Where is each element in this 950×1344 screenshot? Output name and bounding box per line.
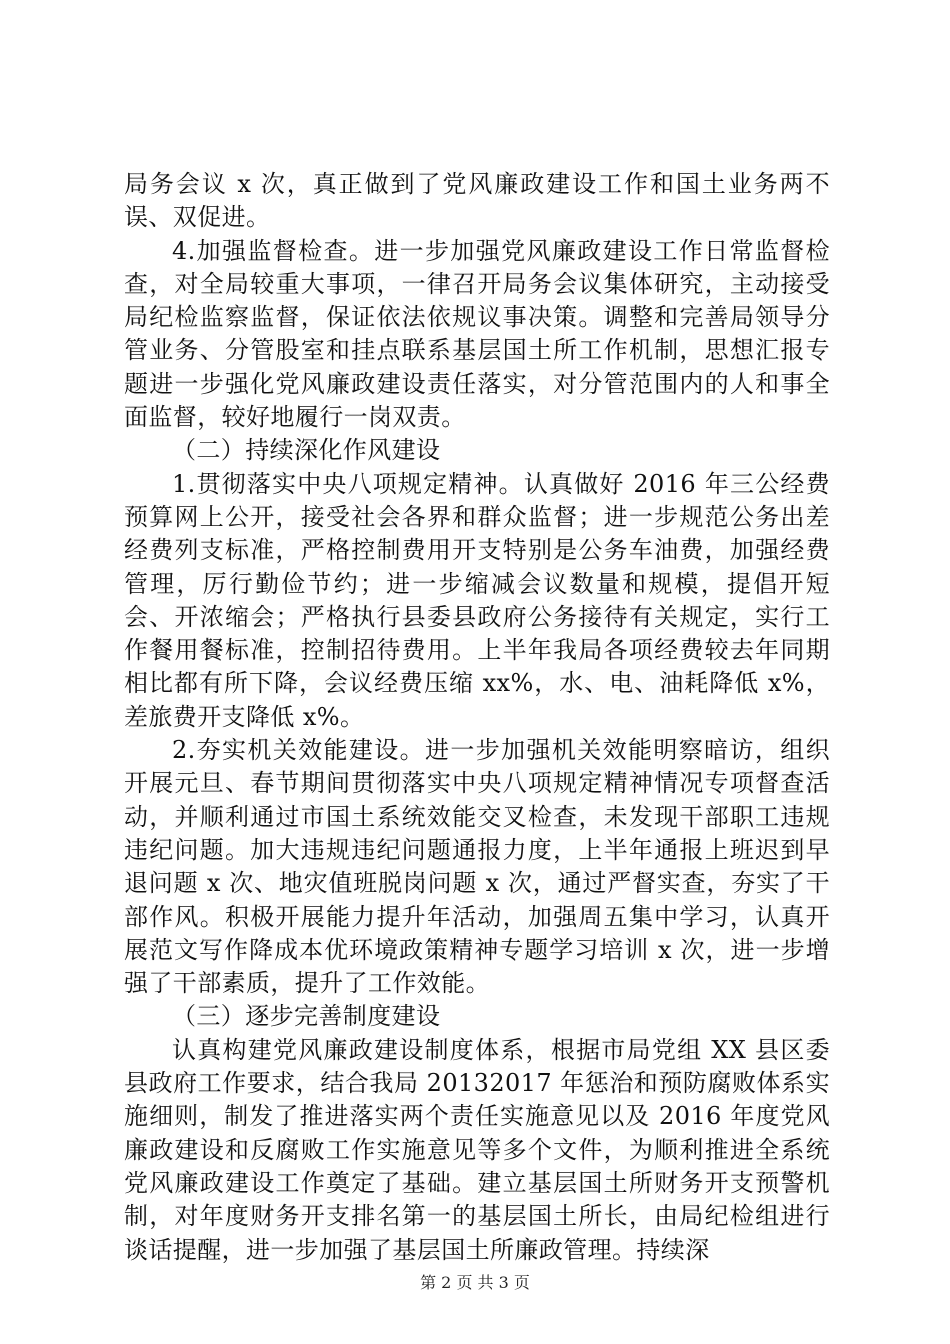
paragraph-efficiency: 2.夯实机关效能建设。进一步加强机关效能明察暗访，组织开展元旦、春节期间贯彻落实中央八项规定精神情况专项督查活动，并顺利通过市国土系统效能交叉检查，未发现干部职工违规违纪问题。加大违规违纪问题通报力度，上半年通报上班迟到早退问题 x 次、地灾值班脱岗问题 x 次，通过严督实查，夯实了干部作风。积极开展能力提升年活动，加强周五集中学习，认真开展范文写作降成本优环境政策精神专题学习培训 x 次，进一步增强了干部素质，提升了工作效能。	[124, 736, 830, 998]
section-heading-style: （二）持续深化作风建设	[172, 436, 441, 465]
paragraph-supervision: 4.加强监督检查。进一步加强党风廉政建设工作日常监督检查，对全局较重大事项，一律召开局务会议集体研究，主动接受局纪检监察监督，保证依法依规议事决策。调整和完善局领导分管业务、分管股室和挂点联系基层国土所工作机制，思想汇报专题进一步强化党风廉政建设责任落实，对分管范围内的人和事全面监督，较好地履行一岗双责。	[124, 236, 830, 432]
document-body	[124, 168, 830, 1267]
page-number-footer: 第 2 页 共 3 页	[420, 1273, 530, 1292]
paragraph-system: 认真构建党风廉政建设制度体系，根据市局党组 XX 县区委县政府工作要求，结合我局 20132017 年惩治和预防腐败体系实施细则，制发了推进落实两个责任实施意见以及 2016 年度党风廉政建设和反腐败工作实施意见等多个文件，为顺利推进全系统党风廉政建设工作奠定了基础。建立基层国土所财务开支预警机制，对年度财务开支排名第一的基层国土所长，由局纪检组进行谈话提醒，进一步加强了基层国土所廉政管理。持续深	[124, 1035, 830, 1264]
section-heading-system: （三）逐步完善制度建设	[172, 1002, 441, 1031]
paragraph-eight-rules: 1.贯彻落实中央八项规定精神。认真做好 2016 年三公经费预算网上公开，接受社会各界和群众监督；进一步规范公务出差经费列支标准，严格控制费用开支特别是公务车油费，加强经费管理，厉行勤俭节约；进一步缩减会议数量和规模，提倡开短会、开浓缩会；严格执行县委县政府公务接待有关规定，实行工作餐用餐标准，控制招待费用。上半年我局各项经费较去年同期相比都有所下降，会议经费压缩 xx%，水、电、油耗降低 x%，差旅费开支降低 x%。	[124, 469, 830, 731]
paragraph-continuation: 局务会议 x 次，真正做到了党风廉政建设工作和国土业务两不误、双促进。	[124, 170, 830, 232]
